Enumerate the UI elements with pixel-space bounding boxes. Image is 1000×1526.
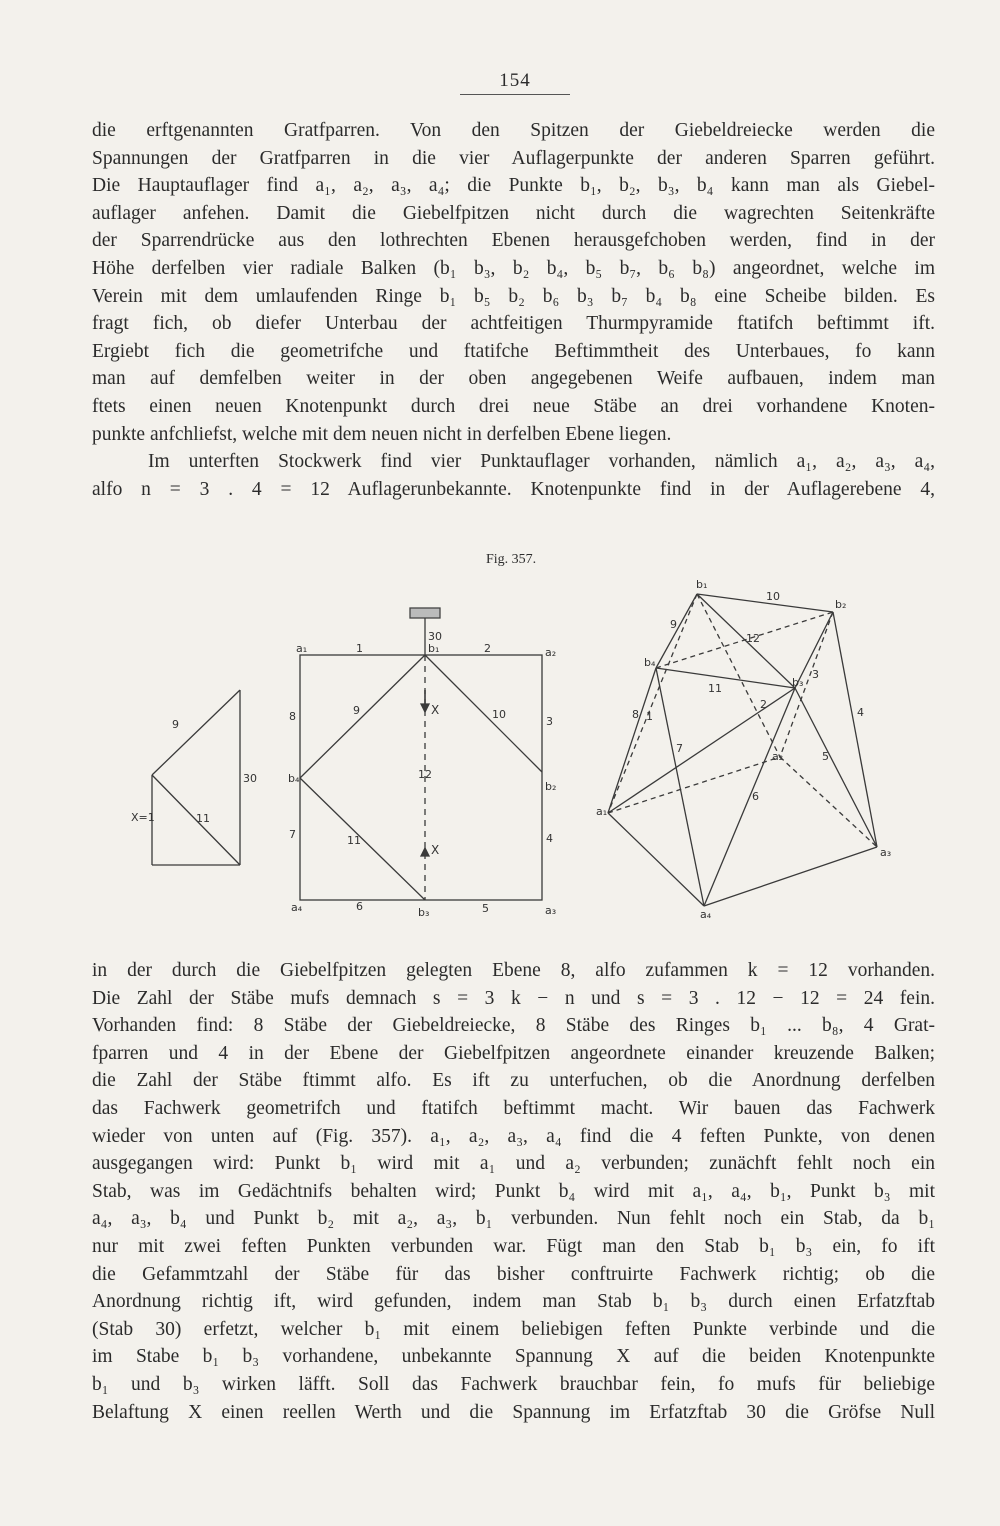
text-line: wieder von unten auf (Fig. 357). a₁, a₂, a₃, a₄ find die 4 feften Punkte, von denen — [92, 1125, 935, 1147]
text-line: nur mit zwei feften Punkten verbunden war. Fügt man den Stab b₁ b₃ ein, fo ift — [92, 1235, 935, 1257]
node-label: a₁ — [296, 642, 308, 655]
figure-caption: Fig. 357. — [486, 552, 537, 567]
text-line: alfo n = 3 . 4 = 12 Auflagerunbekannte. Knotenpunkte find in der Auflagerebene 4, — [92, 478, 935, 500]
node-label: b₁ — [428, 642, 440, 655]
text-line: Ergiebt fich die geometrifche und ftatifche Beftimmtheit des Unterbaues, fo kann — [92, 340, 935, 362]
text-line: der Sparrendrücke aus den lothrechten Ebenen herausgefchoben werden, find in der — [92, 230, 935, 252]
text-line: Spannungen der Gratfparren in die vier Auflagerpunkte der anderen Sparren geführt. — [92, 147, 935, 169]
bar-label: 3 — [812, 668, 819, 681]
text-line: Die Zahl der Stäbe mufs demnach s = 3 k − n und s = 3 . 12 − 12 = 24 fein. — [92, 987, 935, 1009]
text-line: fparren und 4 in der Ebene der Giebelfpitzen angeordnete einander kreuzende Balken; — [92, 1042, 935, 1064]
bar-label: 7 — [676, 742, 683, 755]
text-line: a₄, a₃, b₄ und Punkt b₂ mit a₂, a₃, b₁ verbunden. Nun fehlt noch ein Stab, da b₁ — [92, 1208, 935, 1230]
text-line: Die Hauptauflager find a₁, a₂, a₃, a₄; die Punkte b₁, b₂, b₃, b₄ kann man als Giebel- — [92, 175, 935, 197]
bar-label: 1 — [646, 710, 653, 723]
node-label: a₁ — [596, 805, 608, 818]
node-label: b₄ — [288, 772, 300, 785]
node-label: a₃ — [545, 904, 557, 917]
bar-label: 5 — [482, 902, 489, 915]
bar-label: 8 — [289, 710, 296, 723]
bar-label: 30 — [428, 630, 442, 643]
text-line: Verein mit dem umlaufenden Ringe b₁ b₅ b₂ b₆ b₃ b₇ b₄ b₈ eine Scheibe bilden. Es — [92, 285, 935, 307]
text-line: man auf demfelben weiter in der oben angegebenen Weife aufbauen, indem man — [92, 368, 935, 390]
text-line: fragt fich, ob diefer Unterbau der achtfeitigen Thurmpyramide ftatifch beftimmt ift. — [92, 313, 935, 335]
small-truss-label: 11 — [196, 812, 210, 825]
perspective-truss — [596, 578, 891, 921]
main-truss — [288, 608, 556, 919]
node-label: a₂ — [545, 646, 557, 659]
bar-label: 9 — [353, 704, 360, 717]
text-line: Stab, was im Gedächtnifs behalten wird; Punkt b₄ wird mit a₁, a₄, b₁, Punkt b₃ mit — [92, 1180, 935, 1202]
text-line: das Fachwerk geometrifch und ftatifch beftimmt macht. Wir bauen das Fachwerk — [92, 1097, 935, 1119]
small-truss-label: 30 — [243, 772, 257, 785]
force-label: X — [431, 843, 440, 857]
text-line: ausgegangen wird: Punkt b₁ wird mit a₁ und a₂ verbunden; zunächft fehlt noch ein — [92, 1153, 935, 1175]
node-label: b₁ — [696, 578, 708, 591]
bar-label: 6 — [356, 900, 363, 913]
text-line: (Stab 30) erfetzt, welcher b₁ mit einem beliebigen feften Punkte verbinde und die — [92, 1318, 935, 1340]
bar-label: 2 — [760, 698, 767, 711]
text-line: auflager anfehen. Damit die Giebelfpitzen nicht durch die wagrechten Seitenkräfte — [92, 202, 935, 224]
page-number: 154 — [460, 70, 570, 95]
bar-label: 9 — [670, 618, 677, 631]
text-line: in der durch die Giebelfpitzen gelegten Ebene 8, alfo zufammen k = 12 vorhanden. — [92, 960, 935, 981]
text-line: im Stabe b₁ b₃ vorhandene, unbekannte Spannung X auf die beiden Knotenpunkte — [92, 1346, 935, 1368]
node-label: b₂ — [835, 598, 847, 611]
fixed-support-icon — [410, 608, 440, 618]
bar-label: 8 — [632, 708, 639, 721]
small-truss-label: X=1 — [131, 811, 155, 824]
node-label: b₄ — [644, 656, 656, 669]
node-label: b₃ — [418, 906, 430, 919]
small-truss-label: 9 — [172, 718, 179, 731]
small-truss — [131, 690, 257, 865]
node-label: a₄ — [700, 908, 712, 921]
force-label: X — [431, 703, 440, 717]
bar-label: 3 — [546, 715, 553, 728]
node-label: a₄ — [291, 901, 303, 914]
text-line: Im unterften Stockwerk find vier Punktauflager vorhanden, nämlich a₁, a₂, a₃, a₄, — [148, 451, 935, 473]
text-line: die erftgenannten Gratfparren. Von den Spitzen der Giebeldreiecke werden die — [92, 120, 935, 141]
text-line: Vorhanden find: 8 Stäbe der Giebeldreiecke, 8 Stäbe des Ringes b₁ ... b₈, 4 Grat- — [92, 1015, 935, 1037]
bar-label: 12 — [746, 632, 760, 645]
node-label: a₂ — [772, 750, 784, 763]
node-label: a₃ — [880, 846, 892, 859]
bar-label: 5 — [822, 750, 829, 763]
bar-label: 4 — [857, 706, 864, 719]
bar-label: 4 — [546, 832, 553, 845]
text-line: Anordnung richtig ift, wird gefunden, indem man Stab b₁ b₃ durch einen Erfatzftab — [92, 1291, 935, 1313]
bottom-paragraph — [92, 957, 935, 1426]
bar-label: 11 — [708, 682, 722, 695]
bar-label: 11 — [347, 834, 361, 847]
bar-label: 7 — [289, 828, 296, 841]
text-line: punkte anfchliefst, welche mit dem neuen nicht in derfelben Ebene liegen. — [92, 423, 672, 445]
bar-label: 10 — [492, 708, 506, 721]
bar-label: 10 — [766, 590, 780, 603]
text-line: b₁ und b₃ wirken läfft. Soll das Fachwerk brauchbar fein, fo mufs für beliebige — [92, 1373, 935, 1395]
bar-label: 2 — [484, 642, 491, 655]
bar-label: 6 — [752, 790, 759, 803]
text-line: Höhe derfelben vier radiale Balken (b₁ b₃, b₂ b₄, b₅ b₇, b₆ b₈) angeordnet, welche im — [92, 257, 935, 279]
text-line: die Gefammtzahl der Stäbe für das bisher conftruirte Fachwerk richtig; ob die — [92, 1263, 935, 1285]
node-label: b₃ — [792, 676, 804, 689]
text-line: Belaftung X einen reellen Werth und die Spannung im Erfatzftab 30 die Gröfse Null — [92, 1401, 935, 1423]
text-line: ftets einen neuen Knotenpunkt durch drei neue Stäbe an drei vorhandene Knoten- — [92, 395, 935, 417]
node-label: b₂ — [545, 780, 557, 793]
bar-label: 1 — [356, 642, 363, 655]
bar-label: 12 — [418, 768, 432, 781]
text-line: die Zahl der Stäbe ftimmt alfo. Es ift zu unterfuchen, ob die Anordnung derfelben — [92, 1070, 935, 1092]
